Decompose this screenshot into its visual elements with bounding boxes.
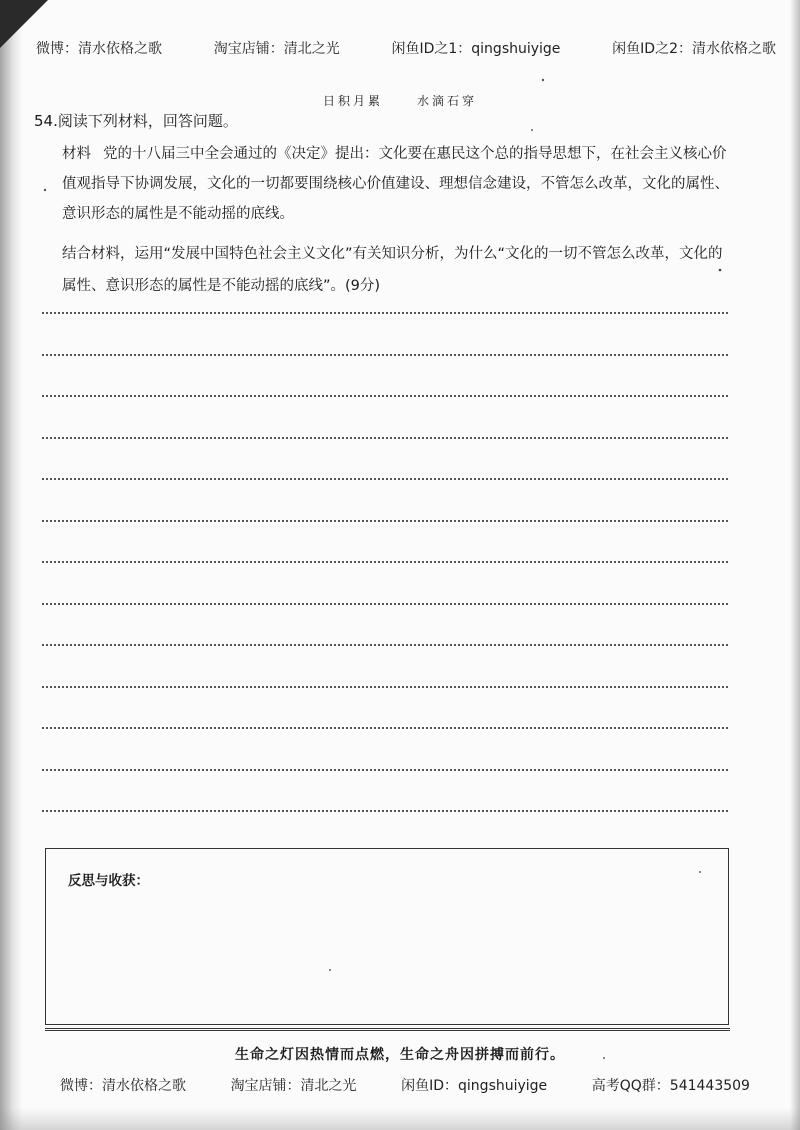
material-paragraph [62,139,730,229]
answer-line[interactable] [42,561,728,563]
scan-edge-right [790,0,800,1130]
answer-line[interactable] [42,312,728,314]
header-xianyu-1: 闲鱼ID之1：qingshuiyige [391,41,561,57]
scan-edge-bottom [0,1108,800,1130]
reflection-label: 反思与收获： [68,873,149,889]
answer-line[interactable] [42,644,728,646]
subtitle-left: 日积月累 [322,94,383,108]
answer-line[interactable] [42,478,728,480]
answer-line[interactable] [42,727,728,729]
question-prompt: 结合材料，运用“发展中国特色社会主义文化”有关知识分析，为什么“文化的一切不管怎么改革，文化的属性、意识形态的属性是不能动摇的底线”。(9分) [62,246,723,294]
answer-line[interactable] [42,395,728,397]
question-heading: 54.阅读下列材料，回答问题。 [34,112,238,130]
answer-line[interactable] [42,810,728,812]
page-subtitle [0,92,800,109]
footer-watermark [60,1075,750,1095]
header-watermark [36,38,776,58]
material-lead: 材料 [62,146,91,162]
motto: 生命之灯因热情而点燃，生命之舟因拼搏而前行。 [235,1047,565,1063]
subtitle-right: 水滴石穿 [417,94,478,108]
divider-rule [45,1028,730,1031]
answer-line[interactable] [42,769,728,771]
answer-line[interactable] [42,686,728,688]
answer-line[interactable] [42,603,728,605]
footer-weibo: 微博：清水依格之歌 [60,1078,186,1094]
answer-line[interactable] [42,354,728,356]
footer-qq-group: 高考QQ群：541443509 [591,1078,750,1094]
material-text: 党的十八届三中全会通过的《决定》提出：文化要在惠民这个总的指导思想下，在社会主义核心价值观指导下协调发展，文化的一切都要围绕核心价值建设、理想信念建设，不管怎么改革，文化的属性、意识形态的属性是不能动摇的底线。 [62,146,729,222]
footer-xianyu: 闲鱼ID：qingshuiyige [401,1078,548,1094]
header-xianyu-2: 闲鱼ID之2：清水依格之歌 [612,41,776,57]
answer-line[interactable] [42,437,728,439]
scan-edge-left [0,0,22,1130]
footer-taobao: 淘宝店铺：清北之光 [230,1078,357,1094]
answer-lines[interactable] [42,312,728,812]
header-taobao: 淘宝店铺：清北之光 [213,41,340,57]
reflection-box[interactable] [45,848,729,1025]
header-weibo: 微博：清水依格之歌 [36,41,162,57]
answer-line[interactable] [42,520,728,522]
